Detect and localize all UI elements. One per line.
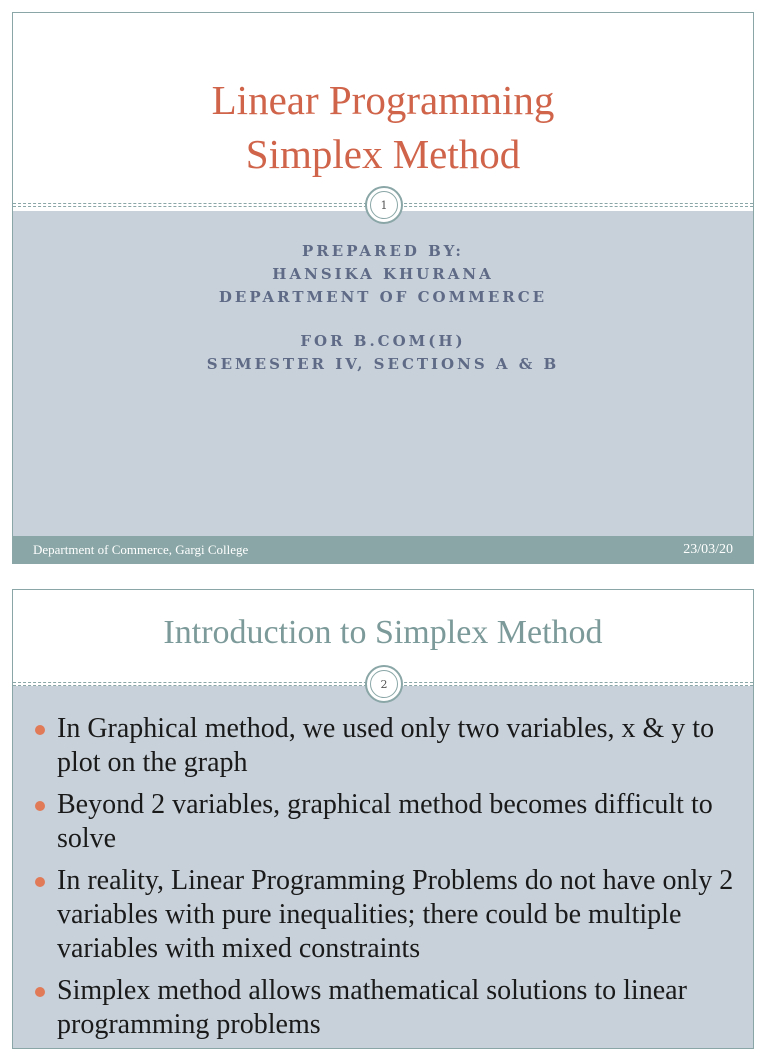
bullet-icon [35, 877, 45, 887]
subtitle-line: FOR B.COM(H) [300, 332, 466, 350]
bullet-item [35, 712, 739, 780]
footer-department: Department of Commerce, Gargi College [33, 542, 249, 557]
title-line-2: Simplex Method [245, 131, 521, 177]
page-number-badge [365, 186, 403, 224]
subtitle-line: DEPARTMENT OF COMMERCE [218, 288, 548, 306]
page-number: 2 [370, 670, 398, 698]
slide-2 [12, 589, 754, 1049]
subtitle-line: HANSIKA KHURANA [272, 265, 494, 283]
bullet-list [35, 712, 739, 1049]
page-number-badge [365, 665, 403, 703]
bullet-text: In reality, Linear Programming Problems do not have only 2 variables with pure inequalities; there could be multiple variables with mixed constraints [57, 865, 734, 964]
slide-footer [13, 536, 753, 563]
subtitle-line: SEMESTER IV, SECTIONS A & B [206, 355, 560, 373]
title-line-1: Linear Programming [211, 77, 555, 123]
bullet-item [35, 788, 739, 856]
bullet-icon [35, 725, 45, 735]
bullet-text: Simplex method allows mathematical solutions to linear programming problems [57, 975, 687, 1040]
bullet-text: In Graphical method, we used only two variables, x & y to plot on the graph [57, 713, 715, 778]
slide-title [13, 73, 753, 181]
slide-title: Introduction to Simplex Method [163, 614, 603, 651]
page-number: 1 [370, 191, 398, 219]
subtitle [13, 240, 753, 376]
bullet-text: Beyond 2 variables, graphical method becomes difficult to solve [57, 789, 713, 854]
bullet-icon [35, 801, 45, 811]
bullet-item [35, 974, 739, 1042]
footer-date: 23/03/20 [683, 542, 733, 557]
slide-1 [12, 12, 754, 564]
subtitle-line: PREPARED BY: [302, 242, 464, 260]
bullet-item [35, 864, 739, 966]
bullet-icon [35, 987, 45, 997]
